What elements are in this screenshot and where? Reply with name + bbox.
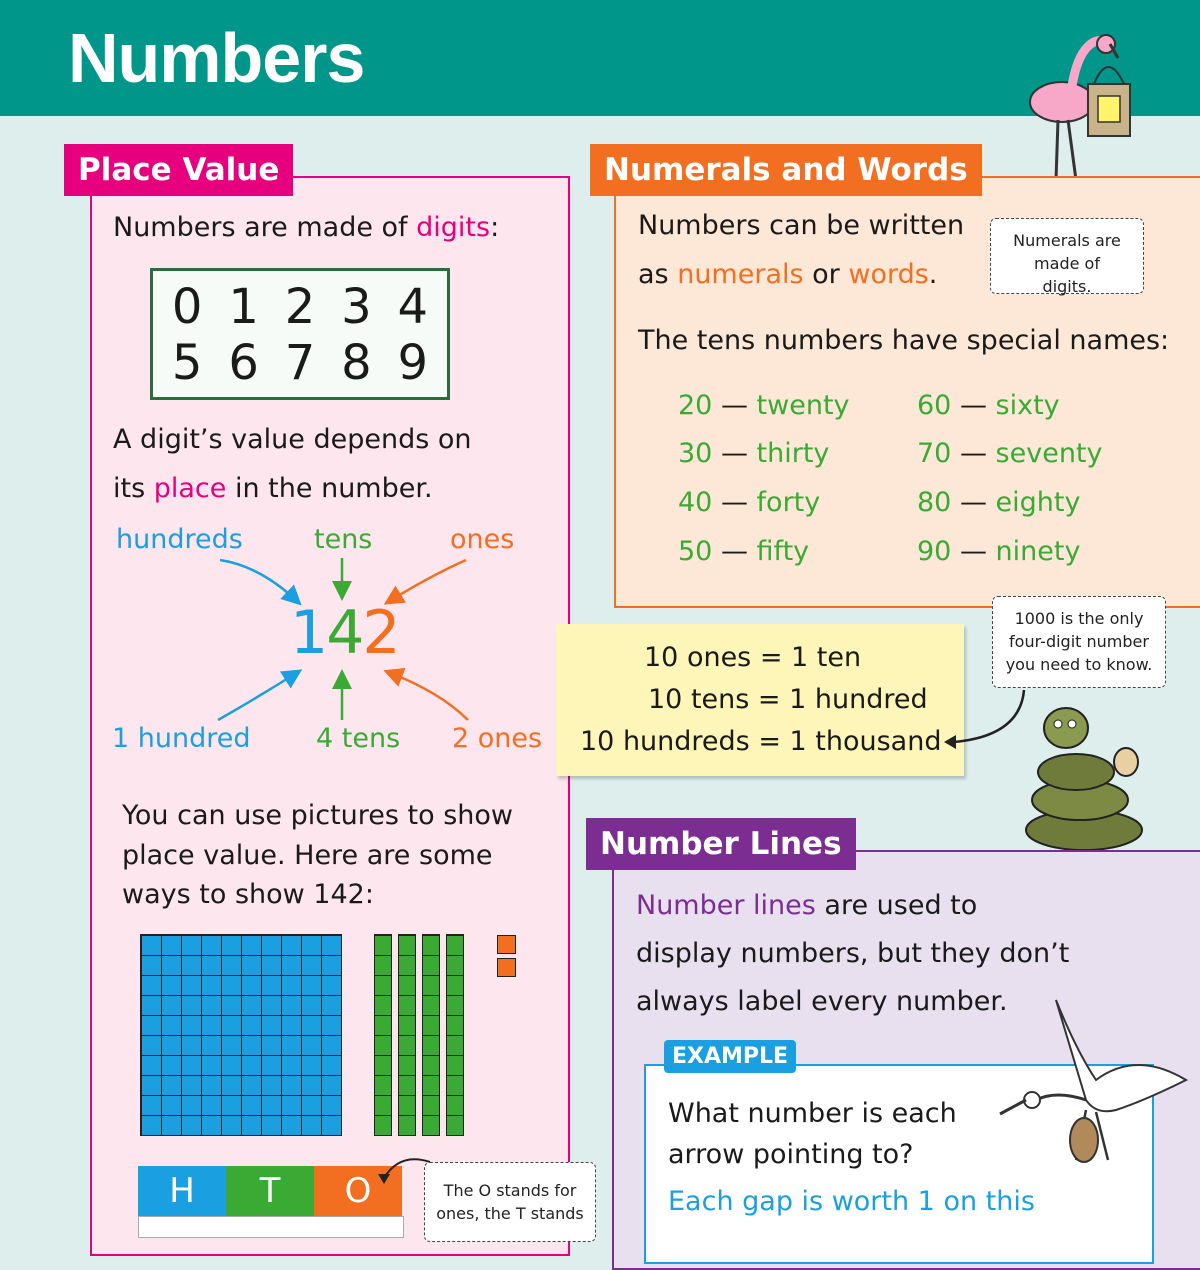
nl-line-1 [636, 890, 977, 922]
digit: 7 [284, 335, 316, 391]
thousand-speech-bubble: 1000 is the only four-digit number you need to know. [992, 596, 1166, 688]
tens-row [917, 536, 1080, 568]
example-answer: Each gap is worth 1 on this [668, 1186, 1035, 1217]
arrow-ones [388, 560, 466, 602]
nl-line-3: always label every number. [636, 986, 1008, 1017]
digits-box [150, 268, 450, 400]
place-keyword: place [153, 473, 227, 504]
hto-speech-bubble: The O stands for ones, the T stands [424, 1162, 596, 1242]
example-question-1: What number is each [668, 1098, 957, 1129]
tens-numeral: 30 [678, 438, 713, 469]
digits-row-1 [153, 279, 447, 335]
label-2-ones: 2 ones [452, 723, 543, 754]
tens-word: seventy [995, 438, 1103, 469]
one-cube [497, 935, 516, 954]
dash: — [959, 487, 987, 518]
digit: 8 [341, 335, 372, 391]
depends-text-end: in the number. [226, 473, 433, 504]
digit: 4 [397, 279, 429, 335]
dash: — [959, 438, 987, 469]
nw-text: as [638, 259, 678, 290]
dash: — [720, 438, 748, 469]
digits-intro [113, 212, 499, 244]
place-value-arrows [110, 556, 550, 726]
tens-numeral: 50 [678, 536, 713, 567]
tens-numeral: 40 [678, 487, 713, 518]
label-ones: ones [450, 524, 515, 555]
tens-word: sixty [995, 390, 1060, 421]
ten-rod [422, 934, 440, 1136]
conversion-line: 10 hundreds = 1 thousand [580, 726, 942, 757]
dash: — [720, 536, 748, 567]
intro-text: Numbers are made of [113, 212, 417, 243]
tens-row [678, 390, 850, 422]
nw-line-2 [638, 259, 937, 291]
nw-text-or: or [803, 259, 849, 290]
dash: — [959, 536, 987, 567]
nw-text-end: . [928, 259, 938, 290]
ten-rod [374, 934, 392, 1136]
ten-rod [398, 934, 416, 1136]
depends-line-2 [113, 473, 433, 505]
pictures-line-3: ways to show 142: [122, 879, 374, 910]
depends-text: its [113, 473, 154, 504]
tens-word: fifty [756, 536, 810, 567]
tens-numeral: 70 [917, 438, 952, 469]
nl-line-2: display numbers, but they don’t [636, 938, 1070, 969]
hto-table-body [138, 1216, 404, 1238]
words-keyword: words [848, 259, 929, 290]
dash: — [959, 390, 987, 421]
digits-row-2 [153, 335, 447, 391]
digit: 2 [284, 279, 316, 335]
hto-header-t: T [226, 1166, 314, 1216]
depends-line-1: A digit’s value depends on [113, 424, 472, 455]
arrow-1-hundred [218, 672, 298, 720]
hto-header-h: H [138, 1166, 226, 1216]
arrow-2-ones [388, 672, 468, 720]
conversion-line: 10 tens = 1 hundred [648, 684, 928, 715]
number-lines-tab: Number Lines [586, 818, 856, 870]
numerals-speech-bubble: Numerals are made of digits. [990, 218, 1144, 294]
label-hundreds: hundreds [116, 524, 243, 555]
pictures-line-2: place value. Here are some [122, 840, 493, 871]
tens-row [678, 438, 829, 470]
digits-keyword: digits [416, 212, 491, 243]
tens-row [917, 438, 1103, 470]
digit: 1 [228, 279, 259, 335]
heron-illustration [996, 990, 1192, 1180]
intro-colon: : [490, 212, 500, 243]
digit: 3 [341, 279, 372, 335]
ten-rod [446, 934, 464, 1136]
numerals-words-tab: Numerals and Words [590, 144, 982, 196]
tens-word: eighty [995, 487, 1081, 518]
dash: — [720, 390, 748, 421]
flamingo-illustration [1010, 20, 1150, 190]
tens-word: twenty [756, 390, 850, 421]
label-1-hundred: 1 hundred [112, 723, 251, 754]
arrow-hundreds [220, 560, 298, 602]
tens-numeral: 20 [678, 390, 713, 421]
one-cube [497, 958, 516, 977]
example-label: EXAMPLE [664, 1040, 796, 1073]
tens-row [917, 390, 1060, 422]
page-title: Numbers [68, 19, 365, 97]
place-value-tab: Place Value [64, 144, 293, 196]
nw-line-1: Numbers can be written [638, 210, 965, 241]
tens-row [917, 487, 1080, 519]
tens-word: thirty [756, 438, 830, 469]
digit: 6 [228, 335, 259, 391]
hundred-square [140, 934, 342, 1136]
tens-row [678, 487, 820, 519]
tens-row [678, 536, 809, 568]
digit: 5 [171, 335, 203, 391]
numerals-keyword: numerals [677, 259, 804, 290]
digit: 9 [397, 335, 429, 391]
nl-text: are used to [815, 890, 978, 921]
conversion-line: 10 ones = 1 ten [644, 642, 862, 673]
tens-word: forty [756, 487, 821, 518]
label-tens: tens [314, 524, 373, 555]
digit: 0 [171, 279, 203, 335]
tens-numeral: 80 [917, 487, 952, 518]
label-4-tens: 4 tens [316, 723, 401, 754]
tens-intro: The tens numbers have special names: [638, 325, 1170, 356]
example-question-2: arrow pointing to? [668, 1139, 914, 1170]
pictures-line-1: You can use pictures to show [122, 800, 513, 831]
tens-numeral: 60 [917, 390, 952, 421]
hto-header-o: O [314, 1166, 402, 1216]
hundreds-digit: 1 [290, 598, 327, 668]
tens-digit: 4 [326, 598, 363, 668]
snake-illustration [1014, 700, 1164, 855]
number-lines-keyword: Number lines [636, 890, 816, 921]
ones-digit: 2 [362, 598, 399, 668]
tens-word: ninety [995, 536, 1081, 567]
dash: — [720, 487, 748, 518]
tens-numeral: 90 [917, 536, 952, 567]
